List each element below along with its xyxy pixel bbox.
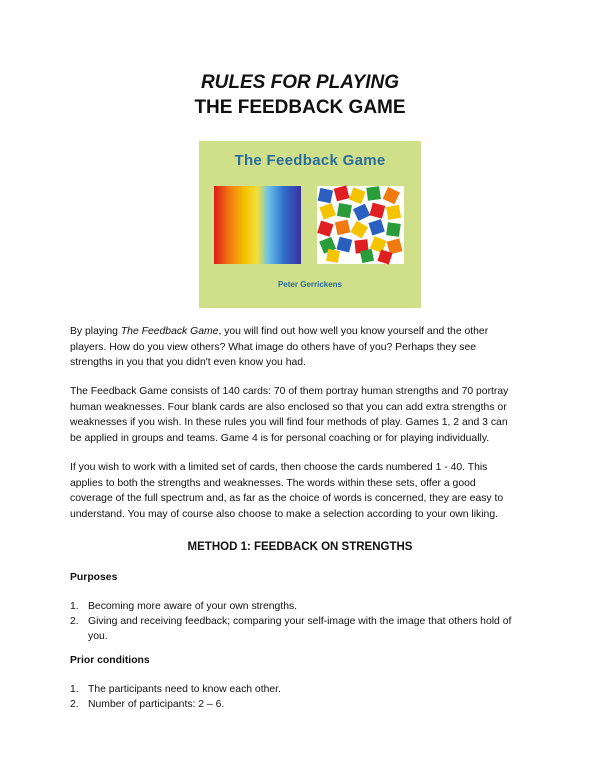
method1-heading: METHOD 1: FEEDBACK ON STRENGTHS <box>187 541 413 553</box>
document-page: RULES FOR PLAYING THE FEEDBACK GAME The Feedback Game Peter Gerrickens By playing The Feedback Game, you will find out how well you know yourself and the other players. How do you view others? What image do others have of you? Perhaps they see strengths in you that you didn't even know you had. The Feedback Game consists of 140 cards: 70 of them portray human strengths and 70 portray human weaknesses. Four blank cards are also enclosed so that you can add extra strengths or weaknesses if you wish. In these rules you will find four methods of play. Games 1, 2 and 3 can be applied in groups and teams. Game 4 is for personal coaching or for playing individually. If you wish to work with a limited set of cards, then choose the cards numbered 1 - 40. This applies to both the strengths and weaknesses. The words within these sets, offer a good coverage of the full spectrum and, as far as the choice of words is concerned, they are easy to understand. You may of course also choose to make a selection according to your own liking. METHOD 1: FEEDBACK ON STRENGTHS Purposes 1. Becoming more aware of your own strengths. 2. Giving and receiving feedback; comparing your self-image with the image that others hold of you. Prior conditions 1. The participants need to know each other. 2. Number of participants: 2 – 6. <box>0 0 600 776</box>
cover-author: Peter Gerrickens <box>277 280 343 289</box>
colored-squares-panel <box>317 185 404 264</box>
prior-conditions-heading: Prior conditions <box>70 655 150 666</box>
cover-title: The Feedback Game <box>234 152 386 169</box>
purposes-heading: Purposes <box>70 572 118 583</box>
cards-description-paragraph: The Feedback Game consists of 140 cards: 70 of them portray human strengths and 70 portray human weaknesses. Four blank cards are also enclosed so that you can add extra strengths or weaknesses if you wish. In these rules you will find four methods of play. Games 1, 2 and 3 can be applied in groups and teams. Game 4 is for personal coaching or for playing individually. <box>70 386 509 444</box>
intro-paragraph: By playing The Feedback Game, you will find out how well you know yourself and the other players. How do you view others? What image do others have of you? Perhaps they see strengths in you that you didn't even know you had. <box>70 326 489 369</box>
document-title-line2: THE FEEDBACK GAME <box>194 97 406 118</box>
game-title-italic: The Feedback Game <box>120 326 219 337</box>
rainbow-gradient-panel <box>214 186 301 264</box>
game-cover-image <box>199 141 421 308</box>
limited-set-paragraph: If you wish to work with a limited set of cards, then choose the cards numbered 1 - 40. This applies to both the strengths and weaknesses. The words within these sets, offer a good coverage of the full spectrum and, as far as the choice of words is concerned, they are easy to understand. You may of course also choose to make a selection according to your own liking. <box>70 462 504 520</box>
document-title-line1: RULES FOR PLAYING <box>200 72 400 93</box>
